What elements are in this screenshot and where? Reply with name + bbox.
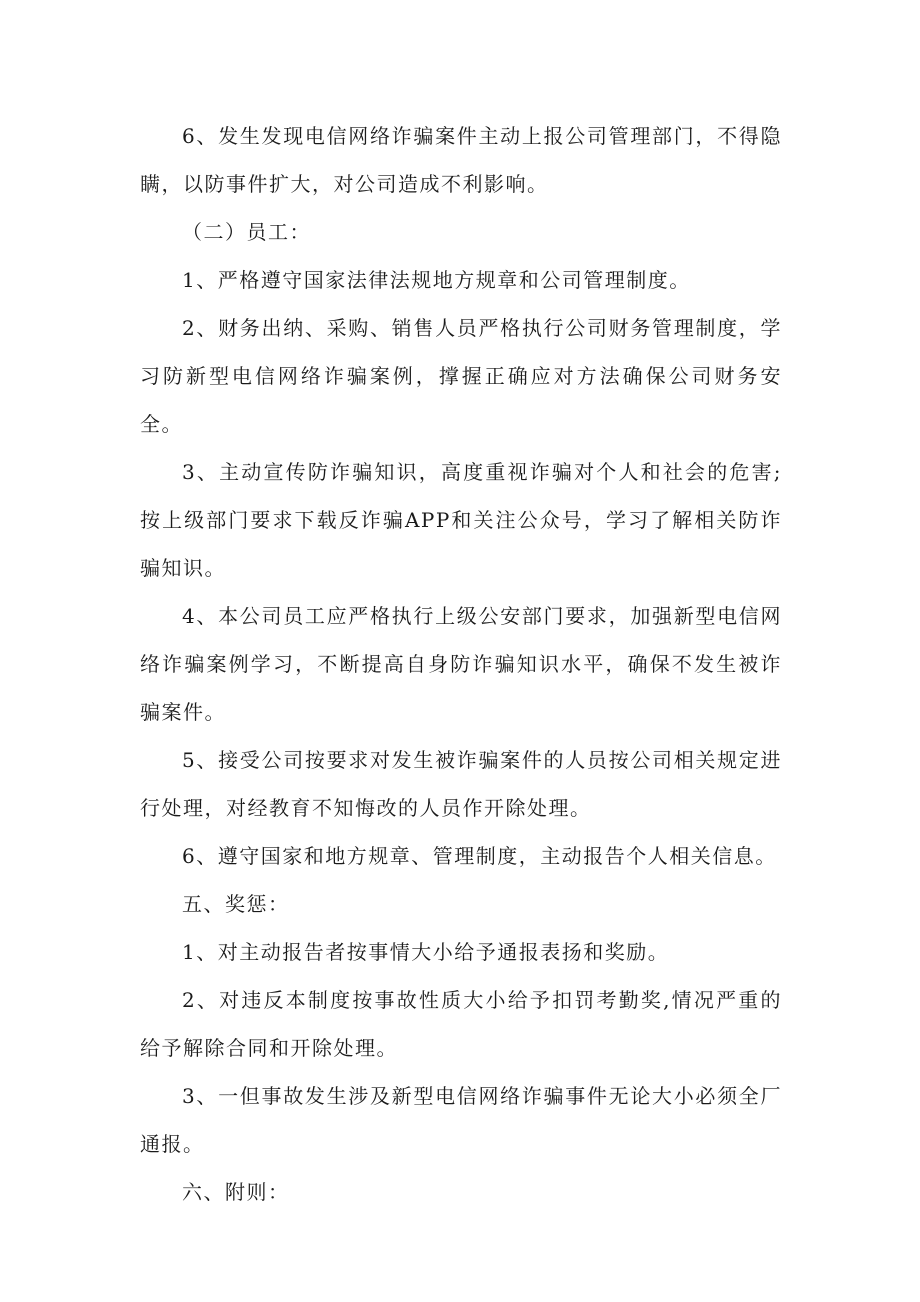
paragraph-rewards: 1、对主动报告者按事情大小给予通报表扬和奖励。 (182, 940, 670, 964)
paragraph-report-incidents: 6、发生发现电信网络诈骗案件主动上报公司管理部门，不得隐瞒，以防事件扩大，对公司造成不利影响。 (140, 124, 782, 196)
paragraph-obey-laws: 1、严格遵守国家法律法规地方规章和公司管理制度。 (182, 268, 691, 292)
document-body (140, 112, 782, 1216)
section-heading-employees: （二）员工： (182, 220, 311, 244)
paragraph-report-information: 6、遵守国家和地方规章、管理制度，主动报告个人相关信息。 (182, 844, 777, 868)
paragraph-handling-violations: 5、接受公司按要求对发生被诈骗案件的人员按公司相关规定进行处理，对经教育不知悔改的人员作开除处理。 (140, 748, 782, 820)
paragraph-finance-staff: 2、财务出纳、采购、销售人员严格执行公司财务管理制度，学习防新型电信网络诈骗案例，撑握正确应对方法确保公司财务安全。 (140, 316, 782, 436)
paragraph-promote-awareness: 3、主动宣传防诈骗知识，高度重视诈骗对个人和社会的危害;按上级部门要求下载反诈骗APP和关注公众号，学习了解相关防诈骗知识。 (140, 460, 782, 580)
paragraph-penalties: 2、对违反本制度按事故性质大小给予扣罚考勤奖,情况严重的给予解除合同和开除处理。 (140, 988, 782, 1060)
paragraph-police-requirements: 4、本公司员工应严格执行上级公安部门要求，加强新型电信网络诈骗案例学习，不断提高自身防诈骗知识水平，确保不发生被诈骗案件。 (140, 604, 782, 724)
paragraph-notify-all: 3、一但事故发生涉及新型电信网络诈骗事件无论大小必须全厂通报。 (140, 1084, 782, 1156)
section-heading-supplementary: 六、附则： (182, 1180, 290, 1204)
section-heading-rewards-penalties: 五、奖惩： (182, 892, 290, 916)
